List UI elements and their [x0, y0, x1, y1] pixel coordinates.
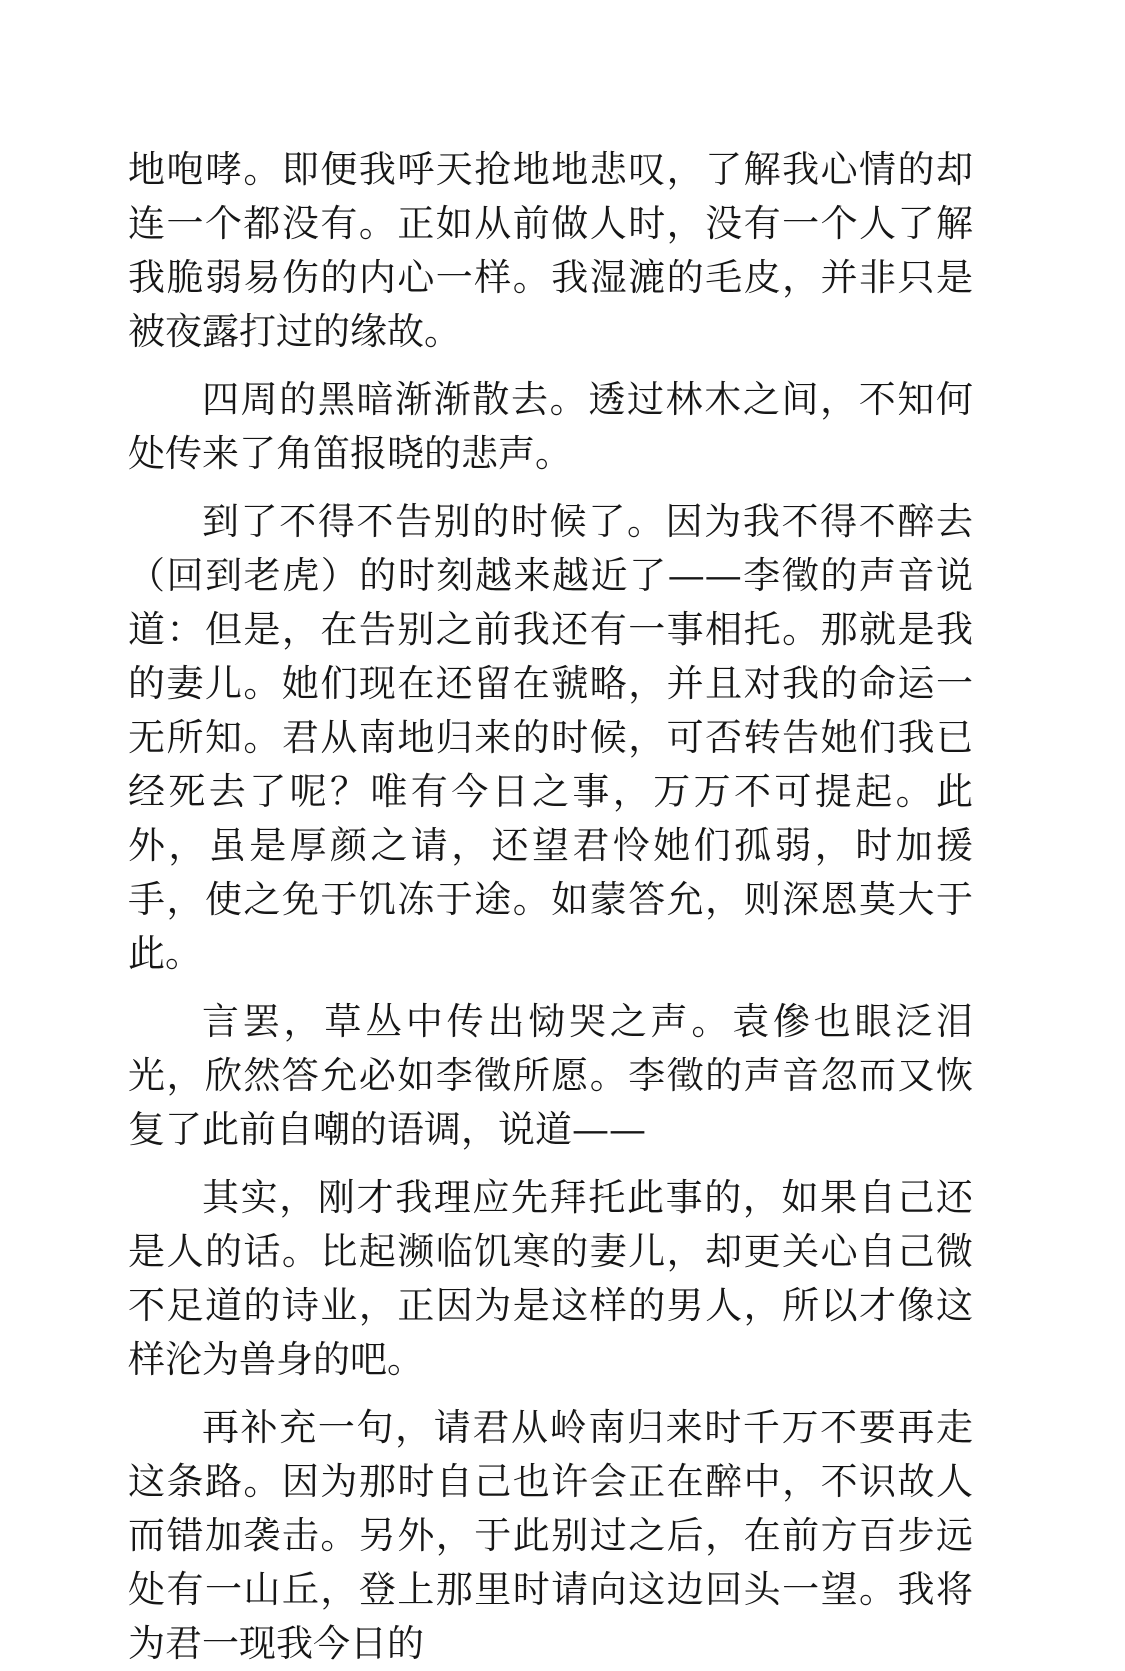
- paragraph-continued: 地咆哮。即便我呼天抢地地悲叹，了解我心情的却连一个都没有。正如从前做人时，没有一个人了解我脆弱易伤的内心一样。我湿漉的毛皮，并非只是被夜露打过的缘故。: [128, 148, 973, 353]
- paragraph: 四周的黑暗渐渐散去。透过林木之间，不知何处传来了角笛报晓的悲声。: [128, 378, 973, 475]
- body-text: [128, 143, 973, 1671]
- paragraph: 再补充一句，请君从岭南归来时千万不要再走这条路。因为那时自己也许会正在醉中，不识故人而错加袭击。另外，于此别过之后，在前方百步远处有一山丘，登上那里时请向这边回头一望。我将为君一现我今日的: [128, 1406, 973, 1665]
- paragraph: 到了不得不告别的时候了。因为我不得不醉去（回到老虎）的时刻越来越近了——李徵的声音说道：但是，在告别之前我还有一事相托。那就是我的妻儿。她们现在还留在虢略，并且对我的命运一无所知。君从南地归来的时候，可否转告她们我已经死去了呢？唯有今日之事，万万不可提起。此外，虽是厚颜之请，还望君怜她们孤弱，时加援手，使之免于饥冻于途。如蒙答允，则深恩莫大于此。: [128, 500, 973, 975]
- paragraph: 其实，刚才我理应先拜托此事的，如果自己还是人的话。比起濒临饥寒的妻儿，却更关心自己微不足道的诗业，正因为是这样的男人，所以才像这样沦为兽身的吧。: [128, 1176, 973, 1381]
- paragraph: 言罢，草丛中传出恸哭之声。袁傪也眼泛泪光，欣然答允必如李徵所愿。李徵的声音忽而又恢复了此前自嘲的语调，说道——: [128, 1000, 973, 1151]
